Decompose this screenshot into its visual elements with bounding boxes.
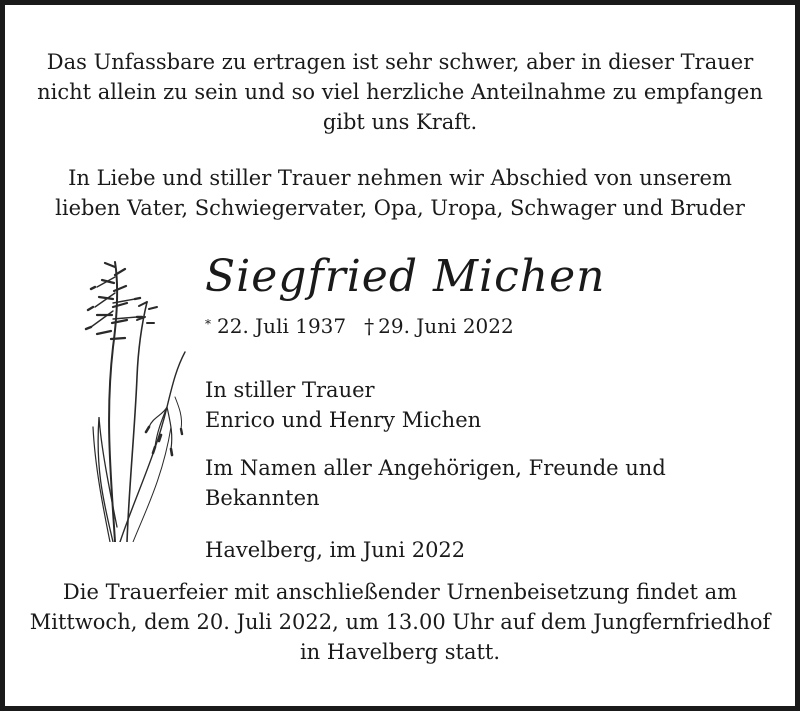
grass-plant-icon [75, 257, 190, 542]
intro-line-2: nicht allein zu sein und so viel herzliche Anteilnahme zu empfangen [37, 80, 763, 104]
funeral-line-2: Mittwoch, dem 20. Juli 2022, um 13.00 Uhr auf dem Jungfernfriedhof [29, 610, 771, 634]
birth-date: 22. Juli 1937 [217, 314, 347, 338]
funeral-line-3: in Havelberg statt. [299, 640, 501, 664]
intro-text [5, 47, 795, 137]
birth-symbol: * [205, 317, 211, 331]
place-date: Havelberg, im Juni 2022 [205, 538, 466, 562]
farewell-text [5, 163, 795, 223]
mourners-heading: In stiller Trauer [205, 378, 375, 402]
death-symbol: † [364, 314, 375, 338]
mourners-names: Enrico und Henry Michen [205, 408, 482, 432]
funeral-line-1: Die Trauerfeier mit anschließender Urnenbeisetzung findet am [62, 580, 738, 604]
farewell-line-1: In Liebe und stiller Trauer nehmen wir Abschied von unserem [68, 166, 732, 190]
deceased-name: Siegfried Michen [205, 251, 606, 302]
mourners-block [205, 375, 481, 435]
farewell-line-2: lieben Vater, Schwiegervater, Opa, Uropa, Schwager und Bruder [55, 196, 745, 220]
others-line-1: Im Namen aller Angehörigen, Freunde und [205, 456, 666, 480]
funeral-info [5, 577, 795, 667]
intro-line-1: Das Unfassbare zu ertragen ist sehr schwer, aber in dieser Trauer [46, 50, 754, 74]
others-block [205, 453, 666, 513]
life-dates [205, 311, 514, 341]
death-date: 29. Juni 2022 [378, 314, 514, 338]
intro-line-3: gibt uns Kraft. [322, 110, 478, 134]
others-line-2: Bekannten [205, 486, 320, 510]
